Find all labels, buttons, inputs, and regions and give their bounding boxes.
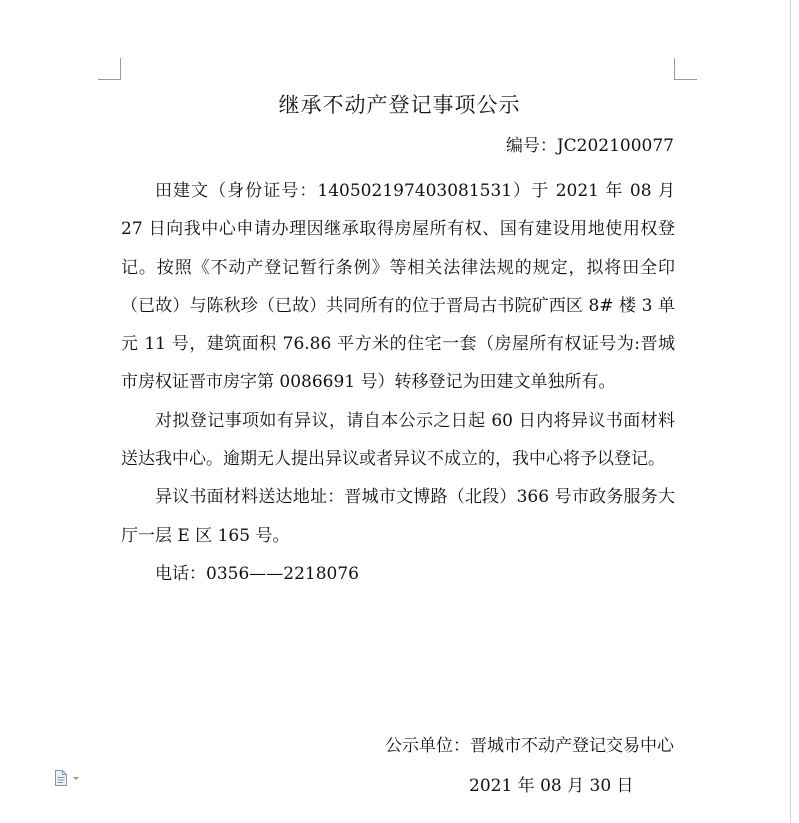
paragraph-objection: 对拟登记事项如有异议，请自本公示之日起 60 日内将异议书面材料送达我中心。逾期无人提出异议或者异议不成立的，我中心将予以登记。 [121,410,675,470]
crop-mark-top-right [674,79,697,80]
paragraph-address: 异议书面材料送达地址：晋城市文博路（北段）366 号市政务服务大厅一层 E 区 165 号。 [121,487,675,546]
paragraph-phone: 电话：0356——2218076 [155,563,359,584]
page-edge [790,0,791,823]
crop-mark-top-left [120,58,121,80]
crop-mark-top-right [674,58,675,80]
issue-date: 2021 年 08 月 30 日 [469,776,634,796]
document-body [121,172,675,593]
chevron-down-icon [73,777,79,780]
document-number: 编号：JC202100077 [505,136,674,156]
document-icon [54,770,68,786]
document-title: 继承不动产登记事项公示 [278,93,521,117]
issuer-line: 公示单位：晋城市不动产登记交易中心 [385,736,674,756]
paste-options-button[interactable] [54,770,84,788]
paragraph-applicant: 田建文（身份证号：140502197403081531）于 2021 年 08 月 27 日向我中心申请办理因继承取得房屋所有权、国有建设用地使用权登记。按照《不动产登记暂行条例》等相关法律法规的规定，拟将田全印（已故）与陈秋珍（已故）共同所有的位于晋局古书院矿西区 8# 楼 3 单元 11 号，建筑面积 76.86 平方米的住宅一套（房屋所有权证号为:晋城市房权证晋市房字第 0086691 号）转移登记为田建文单独所有。 [121,181,675,393]
crop-mark-top-left [98,79,121,80]
